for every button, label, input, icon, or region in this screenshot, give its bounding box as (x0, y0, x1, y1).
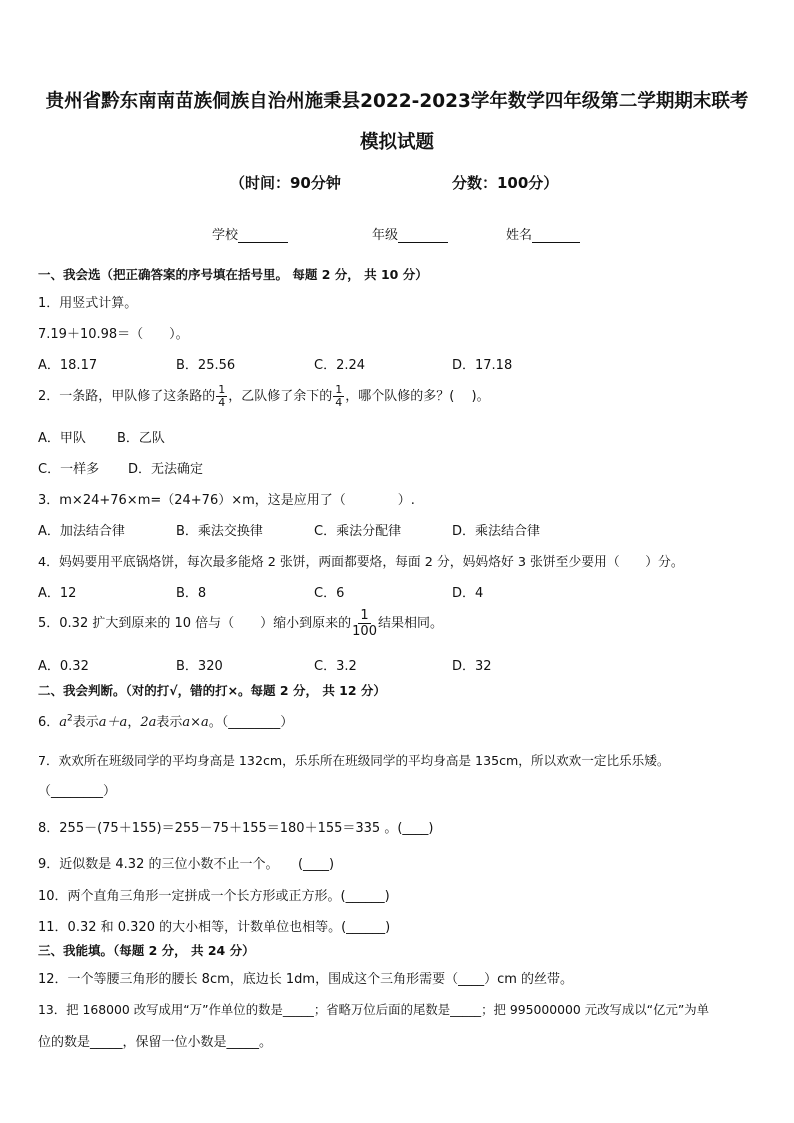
grade-label: 年级 (372, 228, 399, 243)
q1-option-a[interactable]: A．18.17 (38, 358, 98, 373)
q3-option-a[interactable]: A．加法结合律 (38, 524, 125, 539)
q2-frac1-num: 1 (218, 383, 226, 396)
q6-a-plus-a: a＋a (98, 715, 128, 730)
q5-part2: 结果相同。 (377, 616, 443, 631)
q2-frac2-den: 4 (335, 396, 343, 409)
q2-option-a[interactable]: A．甲队 (38, 431, 86, 446)
q2-part2: ，乙队修了余下的 (228, 389, 333, 404)
q2-option-b[interactable]: B．乙队 (117, 431, 165, 446)
school-label: 学校 (212, 228, 239, 243)
q5-option-a[interactable]: A．0.32 (38, 659, 89, 674)
q2-frac2-num: 1 (335, 383, 343, 396)
section3-heading: 三、我能填。（每题 2 分， 共 24 分） (38, 943, 255, 958)
q6-two-a: 2a (140, 715, 157, 730)
q4-option-d[interactable]: D．4 (452, 586, 484, 601)
q6-mid1: 表示 (72, 715, 99, 730)
section2-heading: 二、我会判断。（对的打√，错的打×。每题 2 分， 共 12 分） (38, 683, 386, 698)
q4-stem: 4．妈妈要用平底锅烙饼，每次最多能烙 2 张饼，两面都要烙，每面 2 分，妈妈烙好 3 张饼至少要用（ ）分。 (38, 555, 684, 570)
q5-option-b[interactable]: B．320 (176, 659, 223, 674)
section1-heading: 一、我会选（把正确答案的序号填在括号里。 每题 2 分， 共 10 分） (38, 267, 428, 282)
q6-mid3: 表示 (156, 715, 183, 730)
q5-frac-den: 100 (352, 624, 377, 639)
q12-stem: 12．一个等腰三角形的腰长 8cm，底边长 1dm，围成这个三角形需要（____）cm 的丝带。 (38, 972, 574, 987)
q7-line1: 7．欢欢所在班级同学的平均身高是 132cm，乐乐所在班级同学的平均身高是 135cm，所以欢欢一定比乐乐矮。 (38, 753, 670, 768)
grade-blank[interactable] (398, 230, 448, 243)
q6-stem (38, 711, 293, 730)
q2-fraction2 (333, 384, 344, 409)
q6-mid2: ， (127, 715, 141, 730)
q2-option-d[interactable]: D．无法确定 (128, 462, 204, 477)
q2-part1: 2．一条路，甲队修了这条路的 (38, 389, 216, 404)
q6-a-times-a: a×a (182, 715, 209, 730)
q2-frac1-den: 4 (218, 396, 226, 409)
q3-stem: 3．m×24+76×m=（24+76）×m，这是应用了（ ）. (38, 493, 415, 508)
q6-exp: 2 (67, 713, 73, 724)
exam-title-line1: 贵州省黔东南南苗族侗族自治州施秉县2022-2023学年数学四年级第二学期期末联考 (45, 91, 749, 112)
exam-score: 分数：100分） (452, 174, 559, 192)
q5-fraction (352, 608, 377, 639)
q2-part3: ，哪个队修的多？( )。 (345, 389, 490, 404)
q1-option-d[interactable]: D．17.18 (452, 358, 513, 373)
q6-a: a (59, 715, 68, 730)
q13-line2: 位的数是_____，保留一位小数是_____。 (38, 1035, 273, 1050)
q2-fraction1 (216, 384, 227, 409)
school-blank[interactable] (238, 230, 288, 243)
grade-field[interactable] (372, 224, 448, 243)
q11-stem: 11．0.32 和 0.320 的大小相等，计数单位也相等。(______) (38, 920, 391, 935)
exam-title-line2: 模拟试题 (359, 132, 434, 153)
q3-option-c[interactable]: C．乘法分配律 (314, 524, 402, 539)
q5-stem (38, 608, 443, 639)
q8-stem: 8．255－(75＋155)＝255－75＋155＝180＋155＝335 。(____) (38, 821, 434, 836)
q2-option-c[interactable]: C．一样多 (38, 462, 100, 477)
q4-option-c[interactable]: C．6 (314, 586, 345, 601)
name-blank[interactable] (532, 230, 580, 243)
q4-option-a[interactable]: A．12 (38, 586, 77, 601)
q6-prefix: 6． (38, 715, 60, 730)
q5-option-d[interactable]: D．32 (452, 659, 492, 674)
q5-option-c[interactable]: C．3.2 (314, 659, 357, 674)
q3-option-d[interactable]: D．乘法结合律 (452, 524, 541, 539)
q1-option-c[interactable]: C．2.24 (314, 358, 366, 373)
q1-expression: 7.19＋10.98＝（ ）。 (38, 327, 189, 342)
name-label: 姓名 (506, 228, 533, 243)
q5-frac-num: 1 (360, 608, 369, 623)
q6-suffix[interactable]: 。（________） (208, 715, 294, 730)
q4-option-b[interactable]: B．8 (176, 586, 207, 601)
q10-stem: 10．两个直角三角形一定拼成一个长方形或正方形。(______) (38, 889, 390, 904)
name-field[interactable] (506, 224, 580, 243)
q5-part1: 5．0.32 扩大到原来的 10 倍与（ ）缩小到原来的 (38, 616, 352, 631)
exam-time: （时间：90分钟 (230, 174, 341, 192)
q3-option-b[interactable]: B．乘法交换律 (176, 524, 263, 539)
q7-answer-blank[interactable]: （________） (38, 784, 117, 799)
q9-stem: 9．近似数是 4.32 的三位小数不止一个。 (____) (38, 857, 335, 872)
q2-stem (38, 384, 490, 409)
q1-option-b[interactable]: B．25.56 (176, 358, 236, 373)
q13-line1: 13．把 168000 改写成用“万”作单位的数是_____；省略万位后面的尾数是_____；把 995000000 元改写成以“亿元”为单 (38, 1002, 710, 1017)
school-field[interactable] (212, 224, 288, 243)
q1-stem: 1．用竖式计算。 (38, 296, 138, 311)
